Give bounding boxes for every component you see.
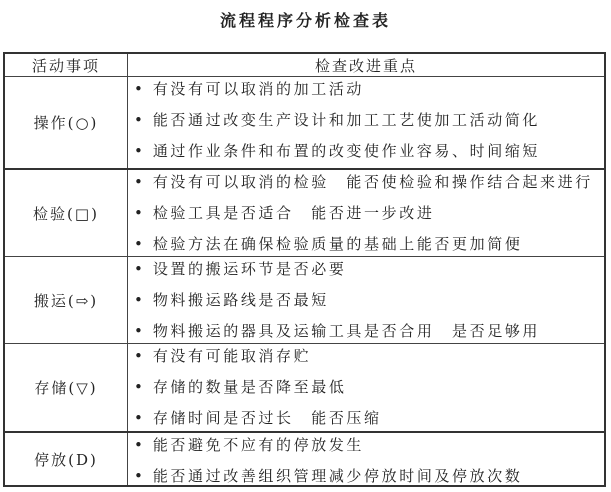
checklist-table <box>3 52 606 487</box>
list-item: • 能否通过改变生产设计和加工工艺使加工活动简化 <box>134 111 541 129</box>
list-item: • 能否通过改善组织管理减少停放时间及停放次数 <box>134 467 523 485</box>
list-item: • 存储时间是否过长 能否压缩 <box>134 409 382 427</box>
table-row <box>5 256 604 343</box>
list-item: • 物料搬运的器具及运输工具是否合用 是否足够用 <box>134 322 541 340</box>
list-item: • 有没有可以取消的加工活动 <box>134 80 365 98</box>
table-header <box>5 54 604 76</box>
list-item: • 有没有可以取消的检验 能否使检验和操作结合起来进行 <box>134 173 593 191</box>
table-row <box>5 343 604 431</box>
row-label: 停放(D) <box>5 433 128 485</box>
row-label: 搬运(⇨) <box>5 257 128 343</box>
list-item: • 能否避免不应有的停放发生 <box>134 436 365 454</box>
list-item: • 设置的搬运环节是否必要 <box>134 260 347 278</box>
list-item: • 存储的数量是否降至最低 <box>134 378 347 396</box>
list-item: • 检验工具是否适合 能否进一步改进 <box>134 204 435 222</box>
row-label: 存储(▽) <box>5 344 128 431</box>
table-row <box>5 168 604 256</box>
table-row <box>5 431 604 485</box>
list-item: • 检验方法在确保检验质量的基础上能否更加简便 <box>134 235 523 253</box>
table-title: 流程程序分析检查表 <box>219 11 391 30</box>
row-label: 操作(○) <box>5 77 128 168</box>
table-row <box>5 76 604 168</box>
header-focus: 检查改进重点 <box>314 56 417 75</box>
list-item: • 有没有可能取消存贮 <box>134 347 312 365</box>
header-activity: 活动事项 <box>5 54 128 76</box>
list-item: • 通过作业条件和布置的改变使作业容易、时间缩短 <box>134 142 541 160</box>
list-item: • 物料搬运路线是否最短 <box>134 291 329 309</box>
row-label: 检验(□) <box>5 170 128 256</box>
